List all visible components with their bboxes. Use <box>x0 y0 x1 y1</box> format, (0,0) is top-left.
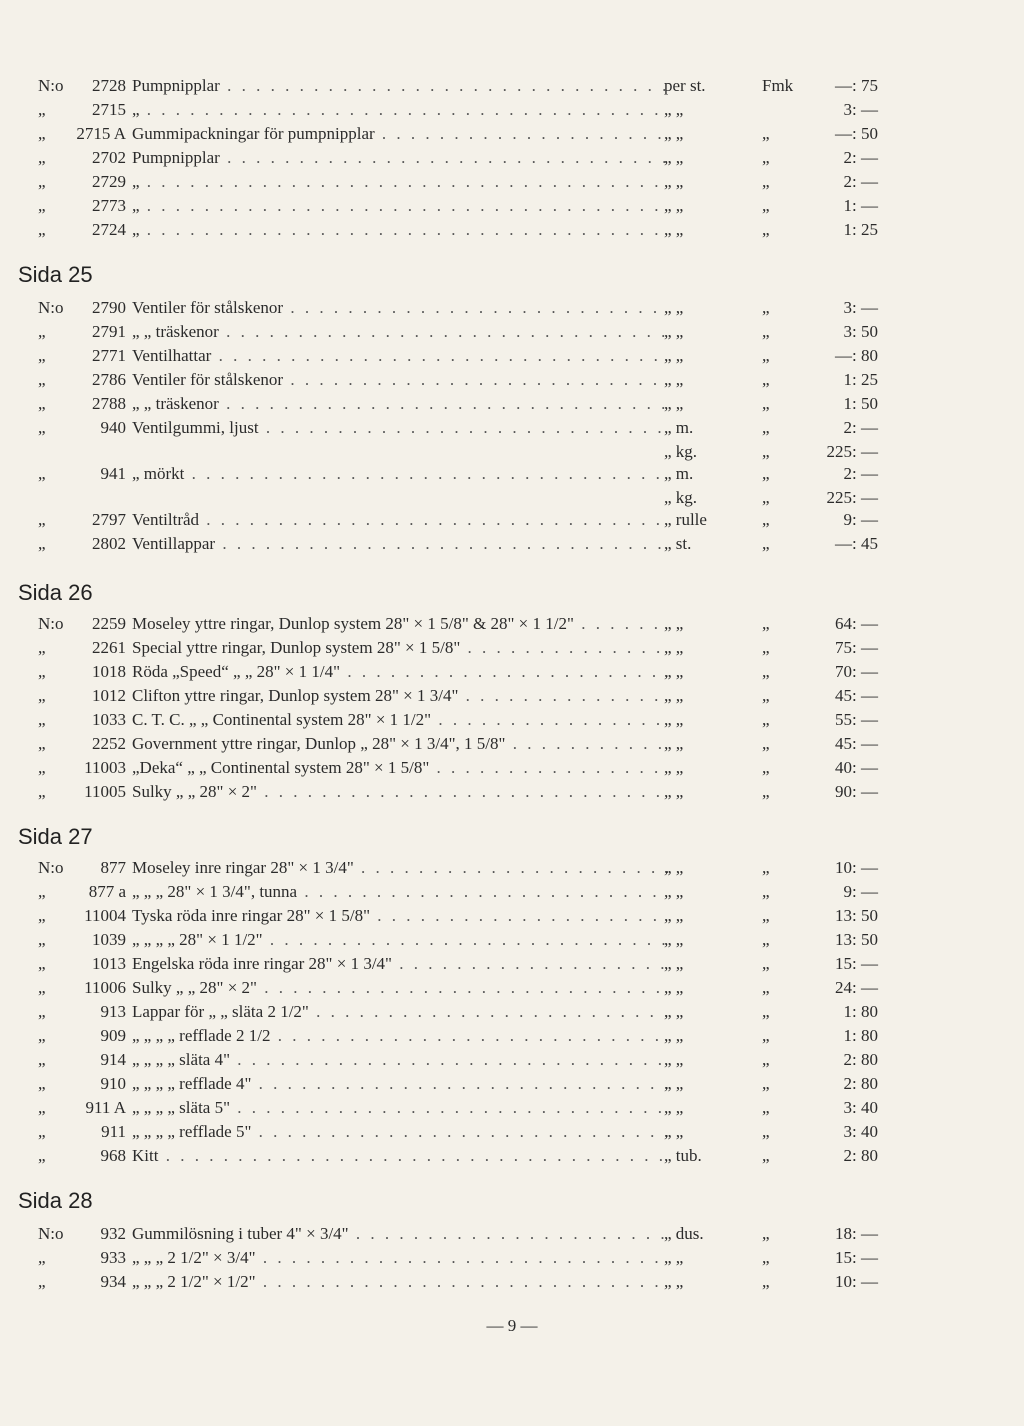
item-unit: „ „ <box>664 1002 684 1021</box>
list-item <box>0 296 1024 320</box>
item-prefix: „ <box>38 510 46 529</box>
item-unit: „ „ <box>664 954 684 973</box>
list-item <box>0 218 1024 242</box>
item-price: 1: — <box>843 196 878 215</box>
item-currency: „ <box>762 1122 770 1141</box>
item-price: 64: — <box>835 614 878 633</box>
list-item <box>0 486 1024 510</box>
item-currency: „ <box>762 1098 770 1117</box>
item-description: „ „ träskenor . . . <box>132 392 668 416</box>
item-number: 2729 <box>92 172 126 191</box>
item-number: 1018 <box>92 662 126 681</box>
item-prefix: „ <box>38 782 46 801</box>
item-unit: „ „ <box>664 124 684 143</box>
item-currency: „ <box>762 930 770 949</box>
item-description: Tyska röda inre ringar 28" × 1 5/8" . . . <box>132 904 668 928</box>
item-unit: „ „ <box>664 1272 684 1291</box>
item-price: 9: — <box>843 882 878 901</box>
item-currency: „ <box>762 370 770 389</box>
item-currency: „ <box>762 954 770 973</box>
item-number: 2771 <box>92 346 126 365</box>
item-currency: Fmk <box>762 76 794 95</box>
list-item <box>0 904 1024 928</box>
item-unit: „ „ <box>664 1248 684 1267</box>
item-currency: „ <box>762 710 770 729</box>
list-item <box>0 508 1024 532</box>
item-description: „ „ „ „ 28" × 1 1/2" . . . <box>132 928 668 952</box>
item-number: 968 <box>100 1146 126 1165</box>
item-description: Gummilösning i tuber 4" × 3/4" . . . <box>132 1222 668 1246</box>
list-item <box>0 756 1024 780</box>
list-item <box>0 976 1024 1000</box>
item-currency: „ <box>762 1050 770 1069</box>
item-number: 934 <box>100 1272 126 1291</box>
item-currency: „ <box>762 1074 770 1093</box>
item-currency: „ <box>762 782 770 801</box>
item-currency: „ <box>762 1224 770 1243</box>
item-prefix: „ <box>38 686 46 705</box>
item-currency: „ <box>762 858 770 877</box>
item-currency: „ <box>762 148 770 167</box>
item-unit: „ „ <box>664 1122 684 1141</box>
item-description: „ „ „ „ släta 5" . . . <box>132 1096 668 1120</box>
item-price: —: 80 <box>835 346 878 365</box>
item-price: 75: — <box>835 638 878 657</box>
item-price: 10: — <box>835 858 878 877</box>
item-description: Moseley inre ringar 28" × 1 3/4" . . . <box>132 856 668 880</box>
item-number: 2791 <box>92 322 126 341</box>
item-number: 11004 <box>84 906 126 925</box>
page-number: — 9 — <box>486 1316 538 1335</box>
section-heading: Sida 28 <box>18 1188 93 1213</box>
list-item <box>0 122 1024 146</box>
list-item <box>0 1072 1024 1096</box>
item-unit: „ „ <box>664 148 684 167</box>
item-unit: „ m. <box>664 418 694 437</box>
item-number: 932 <box>100 1224 126 1243</box>
item-number: 1013 <box>92 954 126 973</box>
item-description: Lappar för „ „ släta 2 1/2" . . . <box>132 1000 668 1024</box>
list-item <box>0 532 1024 556</box>
item-price: 2: — <box>843 418 878 437</box>
item-number: 877 a <box>88 882 126 901</box>
item-prefix: „ <box>38 638 46 657</box>
list-item <box>0 856 1024 880</box>
item-prefix: „ <box>38 906 46 925</box>
section-heading: Sida 25 <box>18 262 93 287</box>
item-unit: „ „ <box>664 858 684 877</box>
item-currency: „ <box>762 346 770 365</box>
item-currency: „ <box>762 124 770 143</box>
item-currency: „ <box>762 534 770 553</box>
item-description: „ „ „ „ släta 4" . . . <box>132 1048 668 1072</box>
item-prefix: „ <box>38 322 46 341</box>
item-number: 1039 <box>92 930 126 949</box>
item-unit: „ st. <box>664 534 692 553</box>
item-prefix: „ <box>38 172 46 191</box>
item-prefix: N:o <box>38 858 64 877</box>
item-currency: „ <box>762 298 770 317</box>
item-prefix: „ <box>38 930 46 949</box>
item-price: 13: 50 <box>835 930 878 949</box>
item-number: 2786 <box>92 370 126 389</box>
item-prefix: N:o <box>38 1224 64 1243</box>
item-description: Government yttre ringar, Dunlop „ 28" × 1 3/4", 1 5/8" . . . <box>132 732 668 756</box>
item-price: 1: 50 <box>843 394 878 413</box>
item-price: 24: — <box>835 978 878 997</box>
item-currency: „ <box>762 638 770 657</box>
item-prefix: „ <box>38 148 46 167</box>
item-unit: „ „ <box>664 758 684 777</box>
item-currency: „ <box>762 614 770 633</box>
item-description: „ „ „ „ refflade 2 1/2 . . . <box>132 1024 668 1048</box>
item-prefix: „ <box>38 734 46 753</box>
list-item <box>0 416 1024 440</box>
item-prefix: „ <box>38 954 46 973</box>
list-item <box>0 708 1024 732</box>
item-price: 2: — <box>843 148 878 167</box>
item-prefix: „ <box>38 978 46 997</box>
item-description: Ventilhattar . . . <box>132 344 668 368</box>
item-number: 11005 <box>84 782 126 801</box>
item-number: 2715 <box>92 100 126 119</box>
item-prefix: „ <box>38 100 46 119</box>
item-number: 2261 <box>92 638 126 657</box>
item-number: 2724 <box>92 220 126 239</box>
item-description: „ „ „ 2 1/2" × 1/2" . . . <box>132 1270 668 1294</box>
item-currency: „ <box>762 1248 770 1267</box>
item-description: Kitt . . . <box>132 1144 668 1168</box>
list-item <box>0 1000 1024 1024</box>
item-description: „ „ „ 2 1/2" × 3/4" . . . <box>132 1246 668 1270</box>
item-description: „ „ „ 28" × 1 3/4", tunna . . . <box>132 880 668 904</box>
item-prefix: „ <box>38 710 46 729</box>
item-price: 2: 80 <box>843 1146 878 1165</box>
list-item <box>0 1222 1024 1246</box>
list-item <box>0 392 1024 416</box>
item-currency: „ <box>762 442 770 461</box>
item-unit: „ „ <box>664 298 684 317</box>
item-price: 1: 80 <box>843 1026 878 1045</box>
item-currency: „ <box>762 1002 770 1021</box>
item-currency: „ <box>762 1272 770 1291</box>
item-description: Gummipackningar för pumpnipplar . . . <box>132 122 668 146</box>
item-unit: „ „ <box>664 1074 684 1093</box>
list-item <box>0 1024 1024 1048</box>
item-price: 1: 80 <box>843 1002 878 1021</box>
item-prefix: „ <box>38 220 46 239</box>
list-item <box>0 660 1024 684</box>
item-number: 2773 <box>92 196 126 215</box>
item-description: Clifton yttre ringar, Dunlop system 28" × 1 3/4" . . . <box>132 684 668 708</box>
item-prefix: „ <box>38 1122 46 1141</box>
item-price: —: 50 <box>835 124 878 143</box>
item-unit: „ „ <box>664 734 684 753</box>
item-prefix: „ <box>38 346 46 365</box>
item-description: „ mörkt . . . <box>132 462 668 486</box>
item-currency: „ <box>762 978 770 997</box>
item-price: 2: 80 <box>843 1074 878 1093</box>
list-item <box>0 636 1024 660</box>
item-unit: „ „ <box>664 662 684 681</box>
item-prefix: N:o <box>38 298 64 317</box>
item-unit: „ „ <box>664 346 684 365</box>
item-currency: „ <box>762 510 770 529</box>
item-prefix: „ <box>38 1050 46 1069</box>
item-description: „ „ „ „ refflade 4" . . . <box>132 1072 668 1096</box>
item-price: 3: 40 <box>843 1122 878 1141</box>
item-price: 15: — <box>835 954 878 973</box>
item-unit: „ „ <box>664 638 684 657</box>
item-prefix: N:o <box>38 614 64 633</box>
item-unit: „ tub. <box>664 1146 702 1165</box>
item-price: 13: 50 <box>835 906 878 925</box>
item-number: 913 <box>100 1002 126 1021</box>
item-unit: per st. <box>664 76 706 95</box>
item-description: „ . . . <box>132 170 668 194</box>
item-description: Special yttre ringar, Dunlop system 28" × 1 5/8" . . . <box>132 636 668 660</box>
item-currency: „ <box>762 172 770 191</box>
item-description: „Deka“ „ „ Continental system 28" × 1 5/8" . . . <box>132 756 668 780</box>
item-currency: „ <box>762 220 770 239</box>
list-item <box>0 952 1024 976</box>
item-unit: „ „ <box>664 782 684 801</box>
item-number: 940 <box>100 418 126 437</box>
item-currency: „ <box>762 734 770 753</box>
item-prefix: „ <box>38 882 46 901</box>
item-description: Moseley yttre ringar, Dunlop system 28" × 1 5/8" & 28" × 1 1/2" . . . <box>132 612 668 636</box>
list-item <box>0 612 1024 636</box>
item-number: 941 <box>100 464 126 483</box>
list-item <box>0 684 1024 708</box>
item-prefix: „ <box>38 370 46 389</box>
item-price: 3: — <box>843 100 878 119</box>
item-unit: „ „ <box>664 196 684 215</box>
list-item <box>0 74 1024 98</box>
list-item <box>0 780 1024 804</box>
item-price: —: 75 <box>835 76 878 95</box>
item-number: 11006 <box>84 978 126 997</box>
item-price: 9: — <box>843 510 878 529</box>
item-prefix: „ <box>38 662 46 681</box>
item-description: „ „ träskenor . . . <box>132 320 668 344</box>
item-number: 911 A <box>85 1098 126 1117</box>
item-unit: „ „ <box>664 1098 684 1117</box>
item-prefix: „ <box>38 1026 46 1045</box>
item-price: 225: — <box>826 488 878 507</box>
item-description: Sulky „ „ 28" × 2" . . . <box>132 780 668 804</box>
list-item <box>0 462 1024 486</box>
item-prefix: „ <box>38 1098 46 1117</box>
item-price: 40: — <box>835 758 878 777</box>
item-currency: „ <box>762 488 770 507</box>
item-unit: „ „ <box>664 930 684 949</box>
item-description: Ventilgummi, ljust . . . <box>132 416 668 440</box>
item-price: 3: 40 <box>843 1098 878 1117</box>
item-number: 909 <box>100 1026 126 1045</box>
list-item <box>0 368 1024 392</box>
item-description: „ . . . <box>132 218 668 242</box>
item-price: 55: — <box>835 710 878 729</box>
item-unit: „ „ <box>664 322 684 341</box>
item-unit: „ „ <box>664 220 684 239</box>
item-price: 3: 50 <box>843 322 878 341</box>
item-number: 11003 <box>84 758 126 777</box>
item-prefix: „ <box>38 1272 46 1291</box>
item-number: 2702 <box>92 148 126 167</box>
item-number: 910 <box>100 1074 126 1093</box>
list-item <box>0 344 1024 368</box>
list-item <box>0 880 1024 904</box>
item-unit: „ rulle <box>664 510 707 529</box>
item-unit: „ „ <box>664 100 684 119</box>
item-unit: „ kg. <box>664 488 698 507</box>
item-currency: „ <box>762 662 770 681</box>
item-price: 10: — <box>835 1272 878 1291</box>
item-unit: „ dus. <box>664 1224 704 1243</box>
item-number: 2802 <box>92 534 126 553</box>
list-item <box>0 1270 1024 1294</box>
list-item <box>0 1048 1024 1072</box>
item-currency: „ <box>762 686 770 705</box>
list-item <box>0 146 1024 170</box>
item-number: 1012 <box>92 686 126 705</box>
item-prefix: „ <box>38 464 46 483</box>
item-currency: „ <box>762 322 770 341</box>
item-unit: „ kg. <box>664 442 698 461</box>
item-number: 933 <box>100 1248 126 1267</box>
list-item <box>0 1096 1024 1120</box>
item-prefix: „ <box>38 1074 46 1093</box>
item-prefix: „ <box>38 196 46 215</box>
item-currency: „ <box>762 1146 770 1165</box>
item-price: 3: — <box>843 298 878 317</box>
item-price: 2: 80 <box>843 1050 878 1069</box>
item-prefix: „ <box>38 1002 46 1021</box>
item-prefix: „ <box>38 1248 46 1267</box>
list-item <box>0 98 1024 122</box>
item-description: Engelska röda inre ringar 28" × 1 3/4" . . . <box>132 952 668 976</box>
item-price: 1: 25 <box>843 370 878 389</box>
list-item <box>0 440 1024 464</box>
list-item <box>0 732 1024 756</box>
item-description: „ . . . <box>132 98 668 122</box>
item-unit: „ m. <box>664 464 694 483</box>
item-number: 2788 <box>92 394 126 413</box>
list-item <box>0 320 1024 344</box>
item-number: 2252 <box>92 734 126 753</box>
item-prefix: „ <box>38 1146 46 1165</box>
item-unit: „ „ <box>664 1026 684 1045</box>
item-number: 911 <box>101 1122 126 1141</box>
item-unit: „ „ <box>664 1050 684 1069</box>
item-unit: „ „ <box>664 882 684 901</box>
item-description: „ „ „ „ refflade 5" . . . <box>132 1120 668 1144</box>
item-prefix: „ <box>38 394 46 413</box>
item-price: 90: — <box>835 782 878 801</box>
item-number: 2715 A <box>76 124 126 143</box>
item-price: 15: — <box>835 1248 878 1267</box>
item-description: Ventiler för stålskenor . . . <box>132 368 668 392</box>
item-description: C. T. C. „ „ Continental system 28" × 1 1/2" . . . <box>132 708 668 732</box>
item-unit: „ „ <box>664 172 684 191</box>
item-currency: „ <box>762 464 770 483</box>
item-description: Pumpnipplar . . . <box>132 74 668 98</box>
list-item <box>0 928 1024 952</box>
item-number: 2797 <box>92 510 126 529</box>
item-unit: „ „ <box>664 394 684 413</box>
item-unit: „ „ <box>664 614 684 633</box>
item-number: 1033 <box>92 710 126 729</box>
item-price: 2: — <box>843 464 878 483</box>
item-currency: „ <box>762 1026 770 1045</box>
item-price: 2: — <box>843 172 878 191</box>
item-price: 45: — <box>835 734 878 753</box>
item-price: 18: — <box>835 1224 878 1243</box>
item-currency: „ <box>762 418 770 437</box>
item-prefix: „ <box>38 758 46 777</box>
item-prefix: „ <box>38 124 46 143</box>
item-description: Pumpnipplar . . . <box>132 146 668 170</box>
item-prefix: „ <box>38 418 46 437</box>
list-item <box>0 194 1024 218</box>
section-heading: Sida 26 <box>18 580 93 605</box>
item-description: „ . . . <box>132 194 668 218</box>
list-item <box>0 1246 1024 1270</box>
item-unit: „ „ <box>664 978 684 997</box>
item-currency: „ <box>762 882 770 901</box>
item-unit: „ „ <box>664 686 684 705</box>
list-item <box>0 170 1024 194</box>
item-price: —: 45 <box>835 534 878 553</box>
item-price: 70: — <box>835 662 878 681</box>
item-number: 2728 <box>92 76 126 95</box>
item-number: 877 <box>100 858 126 877</box>
item-description: Röda „Speed“ „ „ 28" × 1 1/4" . . . <box>132 660 668 684</box>
item-description: Sulky „ „ 28" × 2" . . . <box>132 976 668 1000</box>
item-description: Ventiler för stålskenor . . . <box>132 296 668 320</box>
item-unit: „ „ <box>664 906 684 925</box>
item-number: 2790 <box>92 298 126 317</box>
item-unit: „ „ <box>664 710 684 729</box>
item-prefix: N:o <box>38 76 64 95</box>
item-number: 914 <box>100 1050 126 1069</box>
item-unit: „ „ <box>664 370 684 389</box>
item-price: 1: 25 <box>843 220 878 239</box>
item-number: 2259 <box>92 614 126 633</box>
item-currency: „ <box>762 394 770 413</box>
item-currency: „ <box>762 758 770 777</box>
list-item <box>0 1120 1024 1144</box>
item-price: 45: — <box>835 686 878 705</box>
item-price: 225: — <box>826 442 878 461</box>
item-description: Ventillappar . . . <box>132 532 668 556</box>
item-currency: „ <box>762 196 770 215</box>
section-heading: Sida 27 <box>18 824 93 849</box>
item-prefix: „ <box>38 534 46 553</box>
list-item <box>0 1144 1024 1168</box>
item-description: Ventiltråd . . . <box>132 508 668 532</box>
item-currency: „ <box>762 906 770 925</box>
